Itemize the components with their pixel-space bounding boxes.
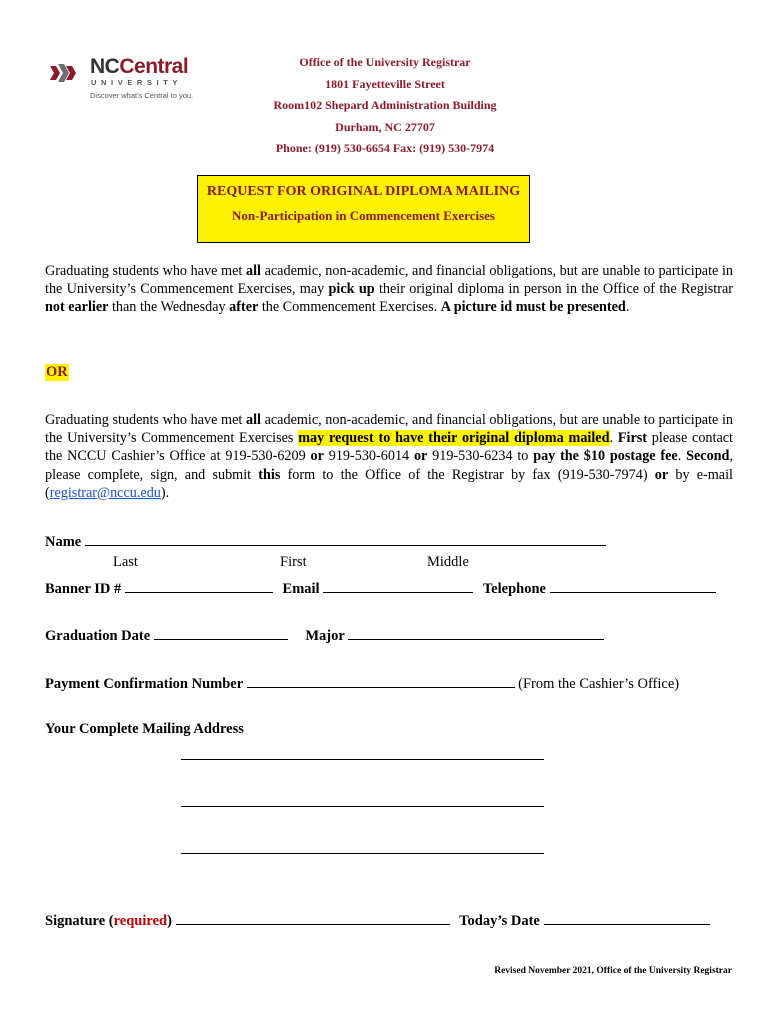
logo-central: Central — [119, 55, 189, 78]
banner-id-label: Banner ID # — [45, 581, 122, 597]
revision-footer: Revised November 2021, Office of the University Registrar — [494, 966, 732, 976]
logo-nc: NC — [90, 55, 120, 78]
text: Graduating students who have met — [45, 263, 246, 279]
text: form to the Office of the Registrar by fax (919-530-7974) — [280, 466, 655, 483]
form-title-banner — [197, 175, 530, 243]
name-sub-middle: Middle — [427, 554, 469, 570]
office-address — [0, 52, 770, 160]
signature-label: Signature ( — [45, 913, 114, 929]
signature-row — [45, 910, 710, 930]
telephone-field[interactable] — [550, 578, 716, 593]
bold-text: pick up — [328, 281, 375, 298]
id-row — [45, 578, 716, 598]
text: 919-530-6014 — [323, 448, 414, 465]
text: , please complete, sign, and submit — [45, 448, 733, 483]
bold-text: after — [229, 299, 259, 316]
office-room: Room102 Shepard Administration Building — [273, 98, 497, 112]
signature-required: required — [113, 913, 168, 929]
banner-id-field[interactable] — [125, 578, 273, 593]
text: Graduating students who have met — [45, 412, 246, 428]
text: . — [677, 448, 687, 465]
bold-text: pay the $10 postage fee — [533, 448, 678, 465]
registrar-email-link[interactable]: registrar@nccu.edu — [49, 484, 161, 501]
text: the Commencement Exercises. — [258, 299, 441, 316]
payment-confirmation-label: Payment Confirmation Number — [45, 676, 243, 692]
text: by e-mail ( — [45, 466, 733, 501]
address-line-1[interactable] — [181, 759, 544, 760]
address-label: Your Complete Mailing Address — [45, 721, 244, 737]
office-city: Durham, NC 27707 — [335, 119, 435, 134]
bold-text: or — [310, 448, 324, 465]
major-field[interactable] — [348, 625, 604, 640]
telephone-label: Telephone — [482, 581, 546, 597]
email-label: Email — [282, 581, 320, 597]
pickup-paragraph — [45, 262, 733, 317]
name-row — [45, 531, 606, 551]
signature-field[interactable] — [176, 910, 450, 925]
bold-text: or — [413, 448, 428, 465]
payment-note: (From the Cashier’s Office) — [518, 676, 680, 692]
name-label: Name — [45, 534, 82, 550]
logo-university: UNIVERSITY — [91, 78, 183, 87]
bold-text: Second — [686, 448, 730, 465]
todays-date-label: Today’s Date — [459, 913, 540, 929]
text: . — [625, 299, 630, 316]
bold-text: or — [654, 466, 669, 483]
email-field[interactable] — [323, 578, 473, 593]
payment-row — [45, 673, 679, 693]
graduation-date-field[interactable] — [154, 625, 288, 640]
bold-text: First — [617, 430, 647, 447]
form-title: REQUEST FOR ORIGINAL DIPLOMA MAILING — [206, 184, 521, 199]
logo-tagline: Discover what's Central to you. — [90, 91, 194, 100]
bold-text: not earlier — [45, 299, 109, 316]
graduation-date-label: Graduation Date — [45, 628, 151, 644]
text: please contact the NCCU Cashier’s Office at 919-530-6209 — [45, 430, 734, 465]
highlight-text: may request to have their original diploma mailed — [298, 430, 610, 447]
grad-row — [45, 625, 604, 645]
name-field[interactable] — [85, 531, 606, 546]
text: than the Wednesday — [108, 299, 230, 316]
name-sub-last: Last — [113, 554, 138, 570]
name-sub-first: First — [280, 554, 307, 570]
office-street: 1801 Fayetteville Street — [325, 76, 445, 91]
text: their original diploma in person in the Office of the Registrar — [374, 281, 733, 298]
text: academic, non-academic, and financial obligations, but are unable to participate in the University’s Commencement Exercises, may — [45, 263, 733, 298]
todays-date-field[interactable] — [544, 910, 710, 925]
text: 919-530-6234 to — [427, 448, 534, 465]
bold-text: all — [245, 263, 261, 279]
major-label: Major — [305, 628, 345, 644]
payment-confirmation-field[interactable] — [247, 673, 515, 688]
address-line-3[interactable] — [181, 853, 544, 854]
bold-text: this — [258, 466, 281, 483]
signature-close: ) — [167, 913, 172, 929]
office-name: Office of the University Registrar — [299, 55, 471, 69]
address-line-2[interactable] — [181, 806, 544, 807]
text: academic, non-academic, and financial obligations, but are unable to participate in the University’s Commencement Exercises — [45, 412, 733, 447]
form-subtitle: Non-Participation in Commencement Exercises — [232, 208, 495, 223]
mailing-paragraph — [45, 411, 733, 502]
bold-text: all — [245, 412, 261, 428]
or-label: OR — [46, 364, 68, 380]
bold-text: A picture id must be presented — [440, 299, 626, 316]
text: ). — [160, 484, 170, 501]
text: . — [609, 430, 618, 447]
office-phone: Phone: (919) 530-6654 Fax: (919) 530-7974 — [275, 141, 495, 155]
